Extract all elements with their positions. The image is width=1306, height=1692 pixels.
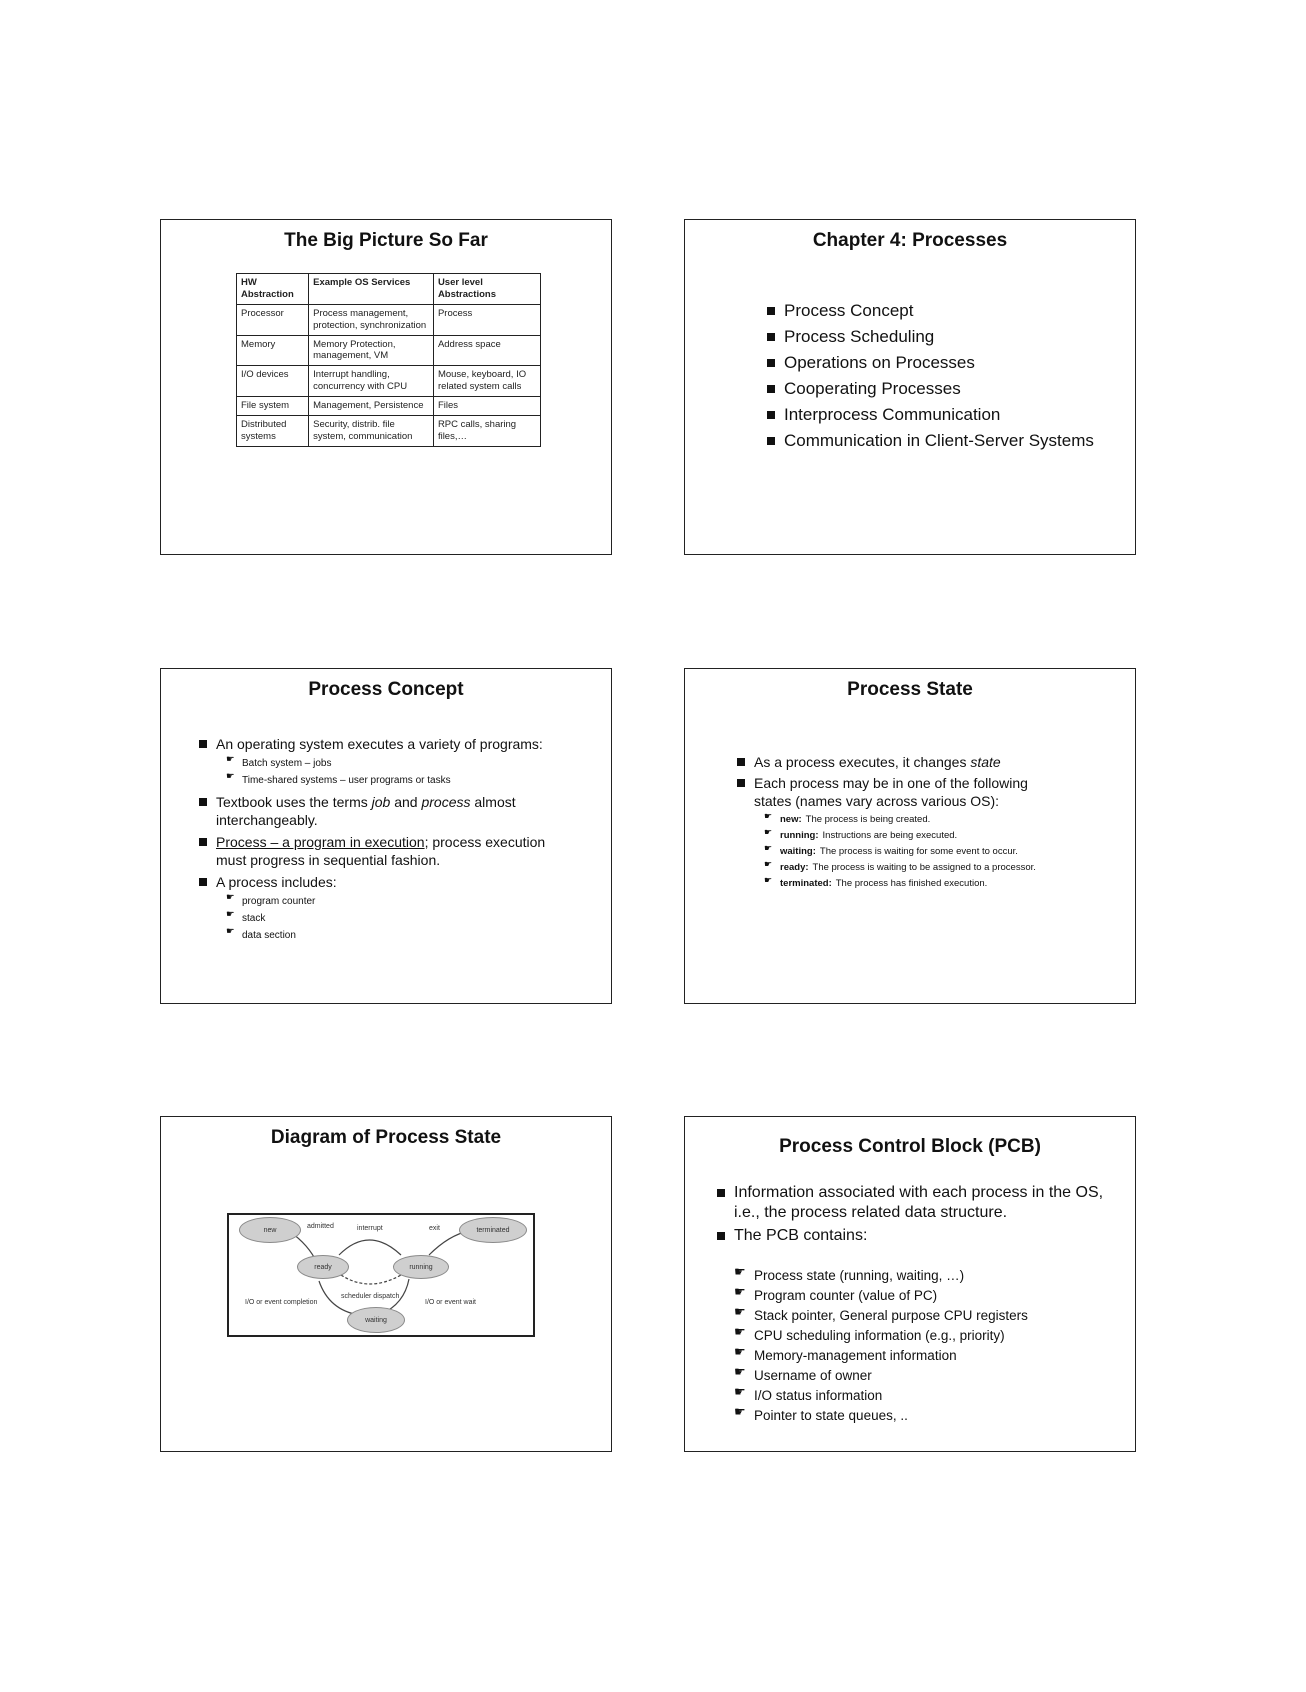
table-cell: File system: [237, 397, 309, 416]
chapter-topic-list: [767, 298, 1094, 454]
square-bullet-icon: [737, 758, 745, 766]
slide-title: The Big Picture So Far: [284, 230, 488, 251]
term-job: job: [371, 794, 391, 810]
slide-big-picture: [160, 219, 612, 555]
square-bullet-icon: [717, 1232, 725, 1240]
list-item: [767, 376, 1094, 402]
sub-list-item: [734, 1326, 1117, 1346]
list-item-text: and: [390, 794, 422, 810]
sub-list-item: [216, 772, 579, 789]
list-item-text: A process includes:: [216, 874, 337, 890]
sub-list-item: [734, 1286, 1117, 1306]
sub-list-item: [734, 1346, 1117, 1366]
sub-list-item-text: Stack pointer, General purpose CPU registers: [754, 1308, 1028, 1323]
slide-process-concept: [160, 668, 612, 1004]
table-cell: Memory Protection, management, VM: [309, 335, 434, 366]
term-process: process: [421, 794, 471, 810]
list-item: [199, 793, 579, 829]
square-bullet-icon: [199, 740, 207, 748]
table-cell: I/O devices: [237, 366, 309, 397]
sub-list-item: [734, 1366, 1117, 1386]
slide-title: Diagram of Process State: [270, 1127, 502, 1148]
sub-list-item: [216, 927, 579, 944]
pointing-hand-icon: ☛: [226, 909, 235, 920]
edge-label-admitted: admitted: [307, 1223, 334, 1230]
square-bullet-icon: [199, 798, 207, 806]
table-row: [237, 397, 541, 416]
list-item: [737, 753, 1067, 771]
sub-list-item-text: CPU scheduling information (e.g., priority): [754, 1328, 1005, 1343]
sub-list-item: [734, 1306, 1117, 1326]
abstraction-table: [236, 273, 541, 447]
sub-list-item-text: I/O status information: [754, 1388, 883, 1403]
list-item-text: Communication in Client-Server Systems: [784, 431, 1094, 450]
sub-list-item: [216, 910, 579, 927]
table-row: [237, 304, 541, 335]
table-header: Example OS Services: [309, 274, 434, 305]
list-item: [737, 774, 1067, 892]
sub-list-item-text: Process state (running, waiting, …): [754, 1268, 965, 1283]
pointing-hand-icon: ☛: [734, 1384, 746, 1399]
state-item: [754, 876, 1067, 892]
table-cell: Mouse, keyboard, IO related system calls: [433, 366, 540, 397]
table-cell: Processor: [237, 304, 309, 335]
sub-list-item-text: Time-shared systems – user programs or tasks: [242, 775, 451, 786]
slide-pcb: [684, 1116, 1136, 1452]
list-item: [767, 324, 1094, 350]
list-item: [717, 1183, 1117, 1223]
state-desc: The process is being created.: [805, 814, 931, 825]
state-node-waiting: waiting: [347, 1307, 405, 1333]
sub-list-item-text: Program counter (value of PC): [754, 1288, 938, 1303]
edge-dispatch: [341, 1275, 401, 1284]
slide-title: Process Concept: [308, 679, 464, 700]
table-cell: Distributed systems: [237, 415, 309, 446]
state-desc: The process is waiting to be assigned to a processor.: [812, 862, 1036, 873]
pointing-hand-icon: ☛: [226, 771, 235, 782]
square-bullet-icon: [767, 359, 775, 367]
list-item-text: An operating system executes a variety of programs:: [216, 736, 543, 752]
sub-list-item: [734, 1266, 1117, 1286]
slide-chapter: [684, 219, 1136, 555]
table-cell: Management, Persistence: [309, 397, 434, 416]
list-item: [767, 402, 1094, 428]
state-desc: The process has finished execution.: [835, 878, 988, 889]
table-cell: RPC calls, sharing files,…: [433, 415, 540, 446]
square-bullet-icon: [199, 838, 207, 846]
slide-process-state: [684, 668, 1136, 1004]
state-node-new: new: [239, 1217, 301, 1243]
state-node-terminated: terminated: [459, 1217, 527, 1243]
table-cell: Files: [433, 397, 540, 416]
edge-interrupt: [339, 1240, 401, 1255]
table-header: HW Abstraction: [237, 274, 309, 305]
pointing-hand-icon: ☛: [226, 926, 235, 937]
list-item-text: Process Scheduling: [784, 327, 935, 346]
sub-list-item: [734, 1386, 1117, 1406]
slide-title: Chapter 4: Processes: [812, 230, 1008, 251]
square-bullet-icon: [767, 437, 775, 445]
table-header-row: [237, 274, 541, 305]
pcb-contents-list: [734, 1266, 1117, 1426]
table-row: [237, 366, 541, 397]
edge-label-dispatch: scheduler dispatch: [341, 1293, 400, 1300]
slide-title: Process State: [847, 679, 973, 700]
edge-label-io-completion: I/O or event completion: [245, 1299, 318, 1306]
state-item: [754, 812, 1067, 828]
edge-label-io-wait: I/O or event wait: [425, 1299, 476, 1306]
edge-label-interrupt: interrupt: [357, 1225, 383, 1232]
pointing-hand-icon: ☛: [734, 1284, 746, 1299]
pcb-bullet-list: [717, 1183, 1117, 1430]
pointing-hand-icon: ☛: [734, 1304, 746, 1319]
state-node-running: running: [393, 1255, 449, 1279]
pointing-hand-icon: ☛: [764, 859, 773, 869]
process-state-diagram: [227, 1213, 535, 1337]
pointing-hand-icon: ☛: [764, 843, 773, 853]
list-item-text: Textbook uses the terms: [216, 794, 372, 810]
edge-label-exit: exit: [429, 1225, 440, 1232]
pointing-hand-icon: ☛: [734, 1264, 746, 1279]
term-state: state: [970, 754, 1001, 770]
pointing-hand-icon: ☛: [764, 811, 773, 821]
pointing-hand-icon: ☛: [734, 1324, 746, 1339]
list-item: [199, 735, 579, 789]
list-item: [717, 1226, 1117, 1426]
square-bullet-icon: [737, 779, 745, 787]
list-item-text: Operations on Processes: [784, 353, 975, 372]
pointing-hand-icon: ☛: [734, 1364, 746, 1379]
square-bullet-icon: [717, 1189, 725, 1197]
state-name: running:: [780, 830, 819, 841]
square-bullet-icon: [767, 307, 775, 315]
state-name: terminated:: [780, 878, 832, 889]
sub-list-item: [216, 755, 579, 772]
sub-list-item-text: data section: [242, 930, 296, 941]
list-item-text: ; process execution must progress in sequential fashion.: [216, 834, 546, 868]
list-item: [199, 873, 579, 944]
list-item-text: Interprocess Communication: [784, 405, 1001, 424]
table-cell: Interrupt handling, concurrency with CPU: [309, 366, 434, 397]
state-item: [754, 828, 1067, 844]
list-item-text: Each process may be in one of the following states (names vary across various OS):: [754, 775, 1028, 809]
list-item-text: Information associated with each process in the OS, i.e., the process related data structure.: [734, 1184, 1104, 1221]
sub-list-item: [216, 893, 579, 910]
table-row: [237, 335, 541, 366]
sub-list-item-text: Username of owner: [754, 1368, 872, 1383]
state-desc: The process is waiting for some event to occur.: [819, 846, 1018, 857]
square-bullet-icon: [767, 411, 775, 419]
pointing-hand-icon: ☛: [764, 827, 773, 837]
sub-list: [216, 755, 579, 789]
sub-list-item-text: program counter: [242, 896, 316, 907]
concept-bullet-list: [199, 735, 579, 948]
state-name: waiting:: [780, 846, 816, 857]
table-cell: Security, distrib. file system, communication: [309, 415, 434, 446]
square-bullet-icon: [199, 878, 207, 886]
pointing-hand-icon: ☛: [226, 892, 235, 903]
process-definition: Process – a program in execution: [216, 834, 425, 850]
list-item: [767, 428, 1094, 454]
list-item-text: Process Concept: [784, 301, 914, 320]
square-bullet-icon: [767, 333, 775, 341]
sub-list-item-text: Memory-management information: [754, 1348, 957, 1363]
pointing-hand-icon: ☛: [734, 1344, 746, 1359]
sub-list-item-text: stack: [242, 913, 266, 924]
sub-list-item-text: Batch system – jobs: [242, 758, 332, 769]
sub-list: [216, 893, 579, 944]
list-item-text: The PCB contains:: [734, 1227, 868, 1244]
list-item-text: As a process executes, it changes: [754, 754, 971, 770]
pointing-hand-icon: ☛: [734, 1404, 746, 1419]
state-item: [754, 844, 1067, 860]
sub-list-item: [734, 1406, 1117, 1426]
state-node-ready: ready: [297, 1255, 349, 1279]
table-cell: Memory: [237, 335, 309, 366]
state-name: new:: [780, 814, 802, 825]
slide-title: Process Control Block (PCB): [779, 1136, 1041, 1157]
state-bullet-list: [737, 753, 1067, 896]
sub-list-item-text: Pointer to state queues, ..: [754, 1408, 908, 1423]
state-name: ready:: [780, 862, 809, 873]
list-item-text: almost interchangeably.: [216, 794, 516, 828]
list-item: [767, 350, 1094, 376]
pointing-hand-icon: ☛: [226, 754, 235, 765]
table-header: User level Abstractions: [433, 274, 540, 305]
state-desc: Instructions are being executed.: [822, 830, 958, 841]
table-row: [237, 415, 541, 446]
list-item-text: Cooperating Processes: [784, 379, 961, 398]
slide-diagram: [160, 1116, 612, 1452]
table-cell: Process: [433, 304, 540, 335]
state-item: [754, 860, 1067, 876]
list-item: [199, 833, 579, 869]
pointing-hand-icon: ☛: [764, 875, 773, 885]
table-cell: Process management, protection, synchronization: [309, 304, 434, 335]
state-list: [754, 812, 1067, 892]
table-cell: Address space: [433, 335, 540, 366]
list-item: [767, 298, 1094, 324]
square-bullet-icon: [767, 385, 775, 393]
